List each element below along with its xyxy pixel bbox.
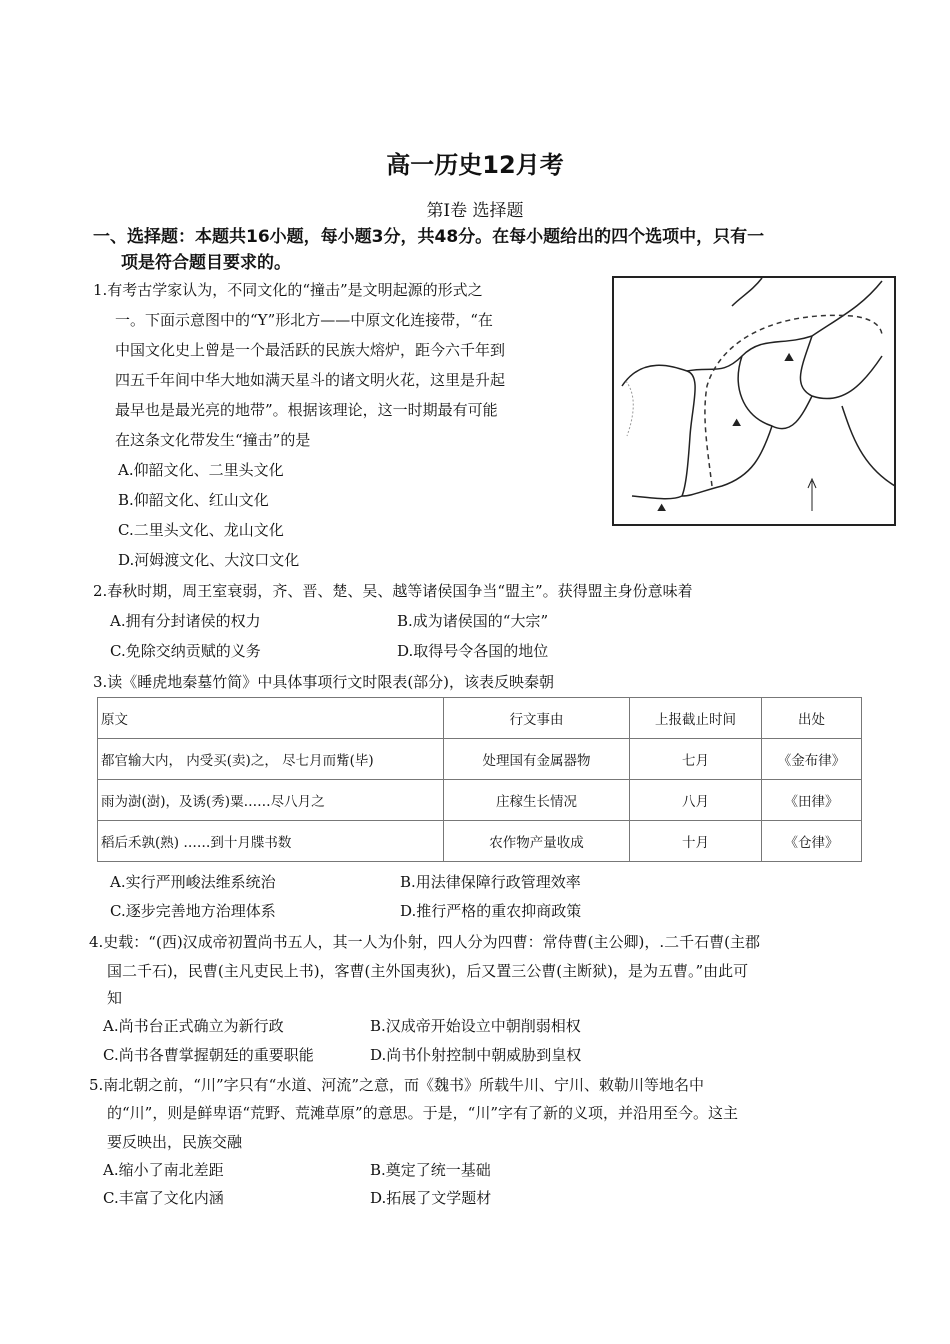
- option-b: B.用法律保障行政管理效率: [400, 873, 581, 891]
- header-cell: 原文: [98, 698, 444, 739]
- question-text: 的“川”，则是鲜卑语“荒野、荒滩草原”的意思。于是，“川”字有了新的义项，并沿用至今。这主: [107, 1104, 739, 1122]
- header-cell: 行文事由: [444, 698, 630, 739]
- section-heading: 一、选择题：本题共16小题，每小题3分，共48分。在每小题给出的四个选项中，只有一: [93, 227, 765, 247]
- question-text: 最早也是最光亮的地带”。根据该理论，这一时期最有可能: [115, 401, 498, 419]
- cell: 庄稼生长情况: [444, 780, 630, 821]
- header-cell: 出处: [762, 698, 862, 739]
- cell: 《田律》: [762, 780, 862, 821]
- mountain-icon: ⛰: [657, 501, 667, 514]
- option-b: B.成为诸侯国的“大宗”: [397, 612, 549, 630]
- option-a: A.仰韶文化、二里头文化: [118, 461, 284, 479]
- option-c: C.尚书各曹掌握朝廷的重要职能: [103, 1046, 314, 1064]
- cell: 十月: [630, 821, 762, 862]
- cell: 《仓律》: [762, 821, 862, 862]
- table-row: [98, 780, 862, 821]
- option-b: B.汉成帝开始设立中朝削弱相权: [370, 1017, 581, 1035]
- culture-belt-map: [612, 276, 896, 526]
- question-text: 要反映出，民族交融: [107, 1133, 243, 1151]
- option-b: B.奠定了统一基础: [370, 1161, 491, 1179]
- option-c: C.丰富了文化内涵: [103, 1189, 224, 1207]
- cell: 都官输大内， 内受买(卖)之， 尽七月而觜(毕): [98, 739, 444, 780]
- option-d: D.拓展了文学题材: [370, 1189, 492, 1207]
- cell: 雨为澍(澍)，及诱(秀)粟……尽八月之: [98, 780, 444, 821]
- question-text: 四五千年间中华大地如满天星斗的诸文明火花，这里是升起: [115, 371, 506, 389]
- option-c: C.二里头文化、龙山文化: [118, 521, 284, 539]
- option-a: A.实行严刑峻法维系统治: [110, 873, 276, 891]
- header-cell: 上报截止时间: [630, 698, 762, 739]
- cell: 农作物产量收成: [444, 821, 630, 862]
- option-a: A.缩小了南北差距: [103, 1161, 224, 1179]
- question-text: 国二千石)，民曹(主凡吏民上书)，客曹(主外国夷狄)，后又置三公曹(主断狱)，是为五曹。”由此可: [107, 962, 749, 980]
- option-b: B.仰韶文化、红山文化: [118, 491, 269, 509]
- option-d: D.推行严格的重农抑商政策: [400, 902, 582, 920]
- cell: 处理国有金属器物: [444, 739, 630, 780]
- question-text: 一。下面示意图中的“Y”形北方——中原文化连接带，“在: [115, 311, 493, 329]
- question-text: 3.读《睡虎地秦墓竹简》中具体事项行文时限表(部分)，该表反映秦朝: [93, 673, 555, 691]
- question-text: 4.史载：“(西)汉成帝初置尚书五人，其一人为仆射，四人分为四曹：常侍曹(主公卿)，.二千石曹(主郡: [89, 933, 761, 951]
- cell: 《金布律》: [762, 739, 862, 780]
- cell: 八月: [630, 780, 762, 821]
- question-text: 5.南北朝之前，“川”字只有“水道、河流”之意，而《魏书》所载牛川、宁川、敕勒川等地名中: [89, 1076, 704, 1094]
- part-subtitle: 第Ⅰ卷 选择题: [426, 201, 524, 221]
- option-a: A.尚书台正式确立为新行政: [103, 1017, 284, 1035]
- option-c: C.免除交纳贡赋的义务: [110, 642, 261, 660]
- option-d: D.尚书仆射控制中朝威胁到皇权: [370, 1046, 582, 1064]
- time-limit-table: [97, 697, 862, 862]
- cell: 稻后禾孰(熟) ……到十月牒书数: [98, 821, 444, 862]
- question-text: 2.春秋时期，周王室衰弱，齐、晋、楚、吴、越等诸侯国争当“盟主”。获得盟主身份意味着: [93, 582, 693, 600]
- section-heading-cont: 项是符合题目要求的。: [121, 253, 291, 273]
- mountain-icon: ⛰: [732, 416, 742, 429]
- question-text: 中国文化史上曾是一个最活跃的民族大熔炉，距今六千年到: [115, 341, 506, 359]
- mountain-icon: ⛰: [784, 350, 795, 364]
- question-text: 1.有考古学家认为，不同文化的“撞击”是文明起源的形式之: [93, 281, 483, 299]
- table-header-row: [98, 698, 862, 739]
- option-d: D.取得号令各国的地位: [397, 642, 549, 660]
- question-text: 知: [107, 989, 123, 1007]
- table-row: [98, 821, 862, 862]
- option-d: D.河姆渡文化、大汶口文化: [118, 551, 300, 569]
- option-a: A.拥有分封诸侯的权力: [110, 612, 261, 630]
- table-row: [98, 739, 862, 780]
- cell: 七月: [630, 739, 762, 780]
- option-c: C.逐步完善地方治理体系: [110, 902, 276, 920]
- question-text: 在这条文化带发生“撞击”的是: [115, 431, 311, 449]
- page-title: 高一历史12月考: [386, 151, 564, 179]
